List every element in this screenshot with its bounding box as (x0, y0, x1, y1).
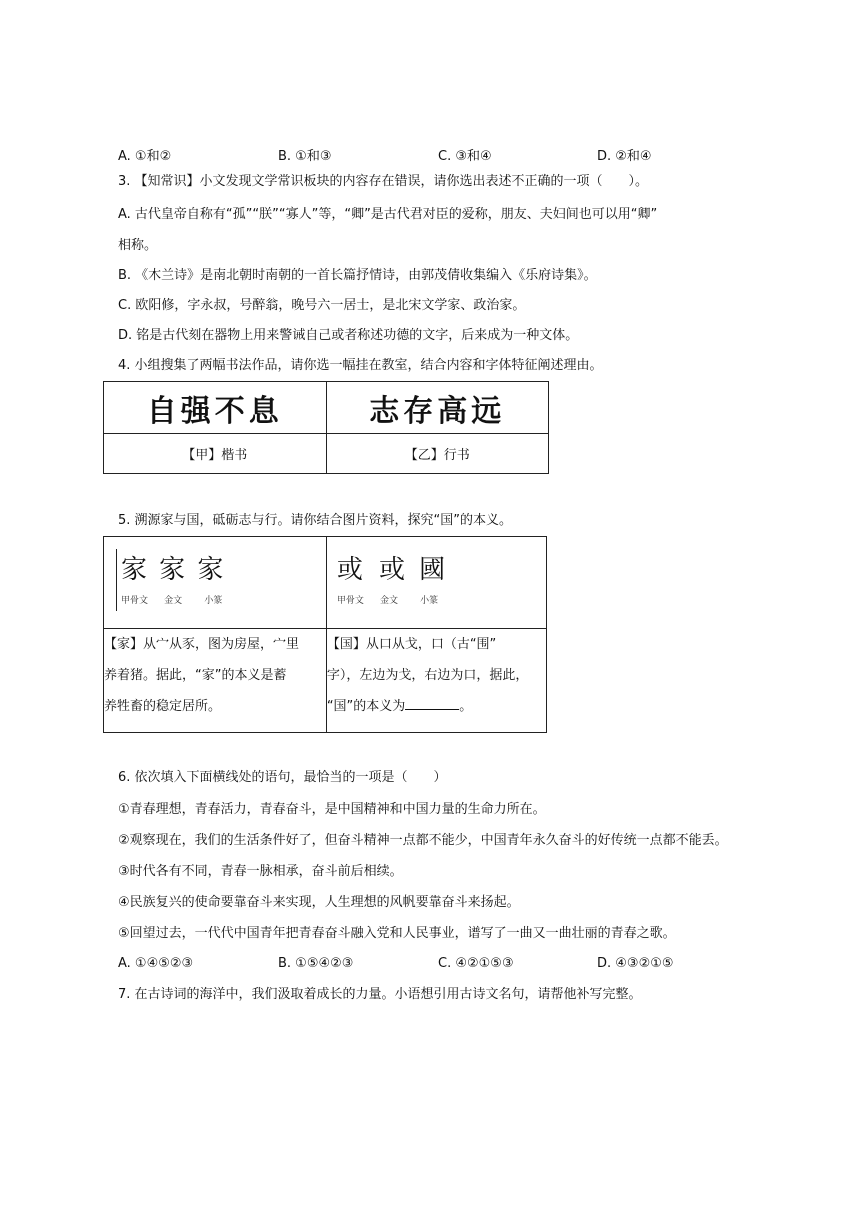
jia-explanation (104, 629, 327, 733)
caption-a: 【甲】楷书 (104, 434, 327, 474)
q3-option-b: B. 《木兰诗》是南北朝时南朝的一首长篇抒情诗，由郭茂倩收集编入《乐府诗集》。 (118, 268, 597, 283)
jia-text-line: 【家】从宀从豕，图为房屋，宀里 (104, 637, 300, 652)
script-label-seal: 小篆 (204, 596, 223, 606)
q6-option-a: A. ①④⑤②③ (118, 956, 194, 971)
jia-glyph-cell (104, 537, 327, 629)
guo-oracle-glyph: 或 (336, 555, 363, 585)
guo-explanation (326, 629, 546, 733)
question-7-stem: 7. 在古诗词的海洋中，我们汲取着成长的力量。小语想引用古诗文名句，请帮他补写完整。 (118, 987, 642, 1002)
question-6-stem: 6. 依次填入下面横线处的语句，最恰当的一项是（ ） (118, 770, 447, 785)
jia-bronze-glyph: 家 (159, 555, 186, 585)
q3-option-a: A. 古代皇帝自称有“孤”“朕”“寡人”等，“卿”是古代君对臣的爱称，朋友、夫妇间也可以用“卿” (118, 207, 658, 222)
q3-option-c: C. 欧阳修，字永叔，号醉翁，晚号六一居士，是北宋文学家、政治家。 (118, 298, 526, 313)
guo-glyph-cell (326, 537, 546, 629)
jia-text-line: 养牲畜的稳定居所。 (104, 699, 222, 714)
script-label-oracle: 甲骨文 (121, 596, 149, 606)
caption-b: 【乙】行书 (326, 434, 549, 474)
q6-item: ①青春理想，青春活力，青春奋斗，是中国精神和中国力量的生命力所在。 (118, 802, 546, 817)
question-3-stem: 3. 【知常识】小文发现文学常识板块的内容存在错误，请你选出表述不正确的一项（ ）。 (118, 174, 649, 189)
q6-option-b: B. ①⑤④②③ (278, 956, 354, 971)
guo-text-line: 【国】从口从戈，口（古“围” (326, 637, 497, 652)
calligraphy-work-b: 志存高远 (326, 382, 549, 434)
option-a: A. ①和② (118, 149, 172, 164)
option-c: C. ③和④ (438, 149, 492, 164)
guo-text-line: 字），左边为戈，右边为口，据此， (326, 668, 529, 683)
guo-bronze-glyph: 或 (378, 555, 405, 585)
calligraphy-work-a: 自强不息 (104, 382, 327, 434)
script-label-seal: 小篆 (420, 596, 439, 606)
q6-item: ③时代各有不同，青春一脉相承，奋斗前后相续。 (118, 864, 403, 879)
q6-item: ②观察现在，我们的生活条件好了，但奋斗精神一点都不能少，中国青年永久奋斗的好传统一点都不能丢。 (118, 833, 728, 848)
question-4-stem: 4. 小组搜集了两幅书法作品，请你选一幅挂在教室，结合内容和字体特征阐述理由。 (118, 358, 603, 373)
jia-oracle-glyph: 家 (121, 555, 148, 585)
q6-item: ⑤回望过去，一代代中国青年把青春奋斗融入党和人民事业，谱写了一曲又一曲壮丽的青春之歌。 (118, 926, 676, 941)
jia-seal-glyph: 家 (197, 555, 224, 585)
q3-option-a-cont: 相称。 (118, 238, 158, 253)
option-d: D. ②和④ (597, 149, 652, 164)
script-label-bronze: 金文 (164, 596, 183, 606)
q6-option-c: C. ④②①⑤③ (438, 956, 514, 971)
guo-seal-glyph: 國 (419, 555, 446, 585)
guo-text-line: “国”的本义为 。 (326, 699, 473, 714)
calligraphy-table (103, 381, 549, 474)
script-label-oracle: 甲骨文 (336, 596, 364, 606)
answer-blank[interactable] (405, 697, 459, 710)
script-label-bronze: 金文 (379, 596, 398, 606)
q6-item: ④民族复兴的使命要靠奋斗来实现，人生理想的风帆要靠奋斗来扬起。 (118, 895, 520, 910)
character-origin-table (103, 536, 547, 733)
q6-option-d: D. ④③②①⑤ (597, 956, 674, 971)
option-b: B. ①和③ (278, 149, 332, 164)
question-5-stem: 5. 溯源家与国，砥砺志与行。请你结合图片资料，探究“国”的本义。 (118, 513, 513, 528)
jia-text-line: 养着猪。据此，“家”的本义是蓄 (104, 668, 287, 683)
q3-option-d: D. 铭是古代刻在器物上用来警诫自己或者称述功德的文字，后来成为一种文体。 (118, 328, 579, 343)
